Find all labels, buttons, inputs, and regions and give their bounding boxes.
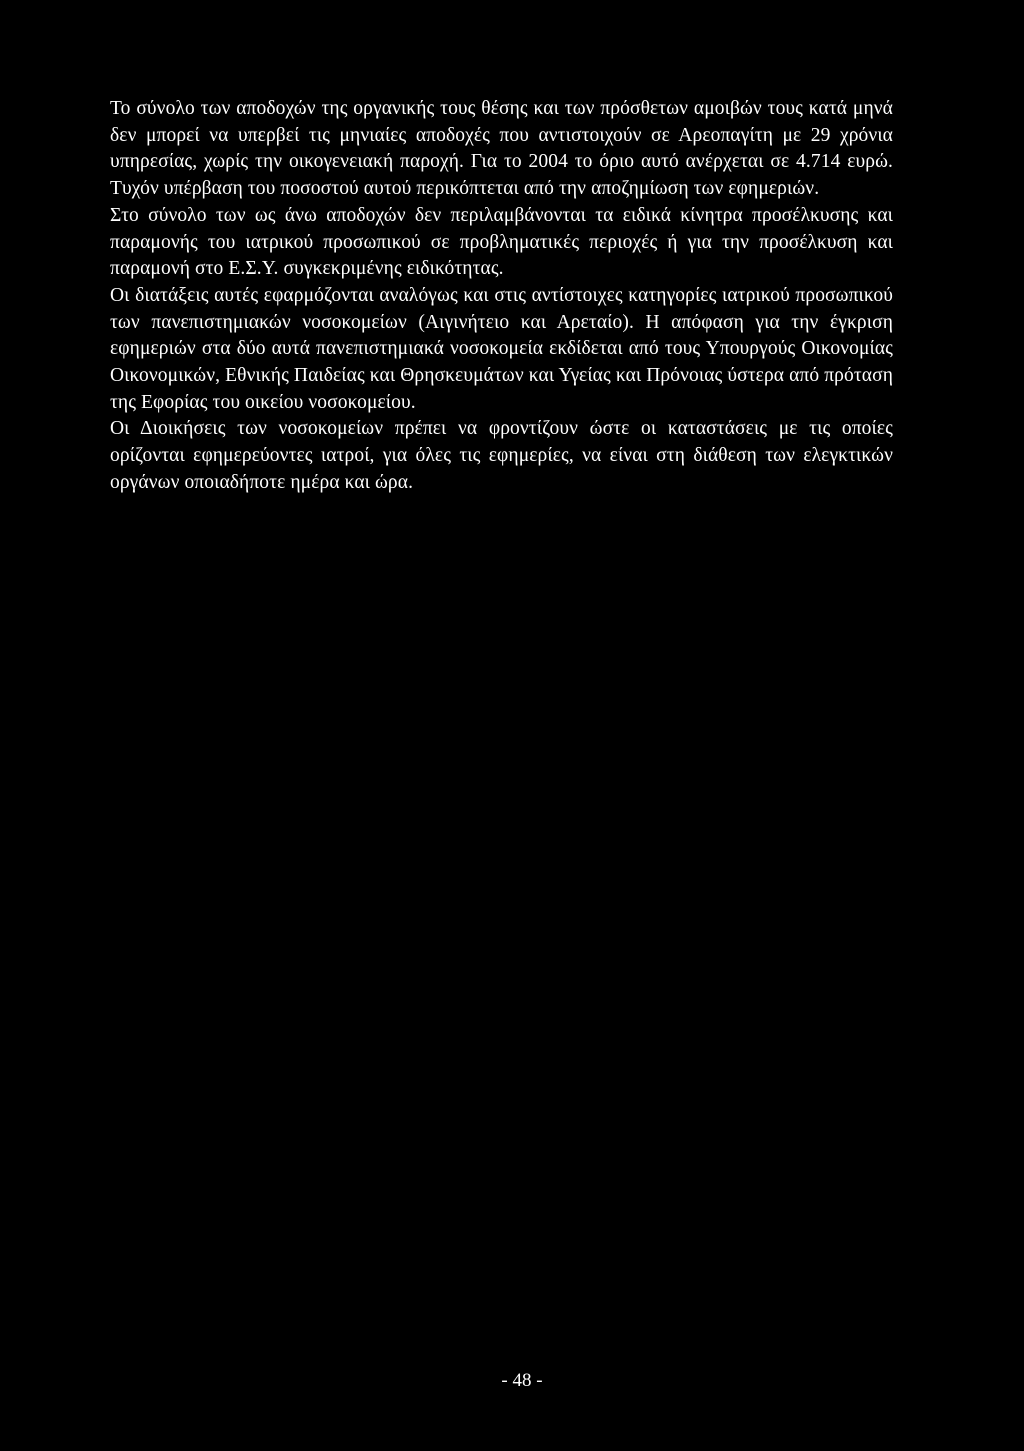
- body-text: [110, 96, 893, 497]
- page-number-text: - 48 -: [501, 1370, 543, 1391]
- paragraph-remuneration-limit: Το σύνολο των αποδοχών της οργανικής τους θέσης και των πρόσθετων αμοιβών τους κατά μηνά δεν μπορεί να υπερβεί τις μηνιαίες αποδοχές που αντιστοιχούν σε Αρεοπαγίτη με 29 χρόνια υπηρεσίας, χωρίς την οικογενειακή παροχή. Για το 2004 το όριο αυτό ανέρχεται σε 4.714 ευρώ. Τυχόν υπέρβαση του ποσοστού αυτού περικόπτεται από την αποζημίωση των εφημεριών.: [110, 98, 893, 200]
- page-number: [0, 1369, 1024, 1393]
- paragraph-incentives: Στο σύνολο των ως άνω αποδοχών δεν περιλαμβάνονται τα ειδικά κίνητρα προσέλκυσης και παραμονής του ιατρικού προσωπικού σε προβληματικές περιοχές ή για την προσέλκυση και παραμονή στο Ε.Σ.Υ. συγκεκριμένης ειδικότητας.: [110, 204, 893, 280]
- paragraph-university-hospitals: Οι διατάξεις αυτές εφαρμόζονται αναλόγως και στις αντίστοιχες κατηγορίες ιατρικού προσωπικού των πανεπιστημιακών νοσοκομείων (Αιγινήτειο και Αρεταίο). Η απόφαση για την έγκριση εφημεριών στα δύο αυτά πανεπιστημιακά νοσοκομεία εκδίδεται από τους Υπουργούς Οικονομίας Οικονομικών, Εθνικής Παιδείας και Θρησκευμάτων και Υγείας και Πρόνοιας ύστερα από πρόταση της Εφορίας του οικείου νοσοκομείου.: [110, 284, 893, 413]
- paragraph-hospital-administrations: Οι Διοικήσεις των νοσοκομείων πρέπει να φροντίζουν ώστε οι καταστάσεις με τις οποίες ορίζονται εφημερεύοντες ιατροί, για όλες τις εφημερίες, να είναι στη διάθεση των ελεγκτικών οργάνων οποιαδήποτε ημέρα και ώρα.: [110, 418, 893, 493]
